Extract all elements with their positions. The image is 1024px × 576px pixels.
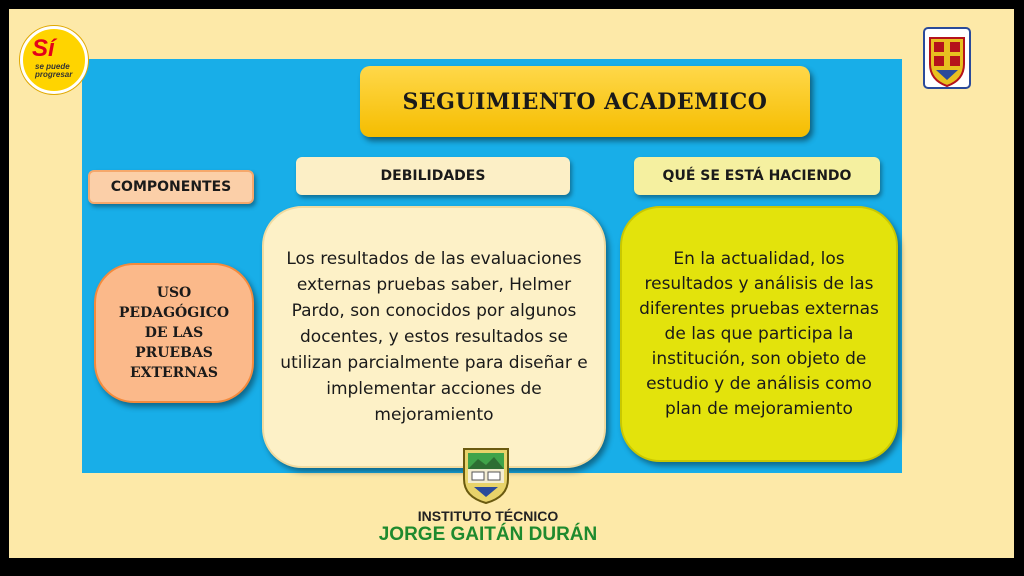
que-se-esta-haciendo-header: QUÉ SE ESTÁ HACIENDO	[634, 157, 880, 195]
acciones-card: En la actualidad, los resultados y análisis de las diferentes pruebas externas de las que participa la institución, son objeto de estudio y de análisis como plan de mejoramiento	[620, 206, 898, 462]
institute-label: INSTITUTO TÉCNICO	[417, 508, 559, 524]
componente-card: USO PEDAGÓGICO DE LAS PRUEBAS EXTERNAS	[94, 263, 254, 403]
school-crest-icon	[458, 445, 514, 505]
debilidades-header: DEBILIDADES	[296, 157, 570, 195]
institute-name: JORGE GAITÁN DURÁN	[378, 524, 598, 545]
debilidades-card: Los resultados de las evaluaciones externas pruebas saber, Helmer Pardo, son conocidos por algunos docentes, y estos resultados se utilizan parcialmente para diseñar e implementar acciones de mejoramiento	[262, 206, 606, 468]
componentes-header: COMPONENTES	[88, 170, 254, 204]
logo-main-text: Sí	[32, 35, 55, 62]
logo-sub-text: se puede progresar	[35, 62, 73, 79]
si-se-puede-progresar-logo	[20, 26, 88, 94]
page-title: SEGUIMIENTO ACADEMICO	[360, 66, 810, 137]
cucuta-coat-of-arms-icon	[922, 26, 972, 90]
